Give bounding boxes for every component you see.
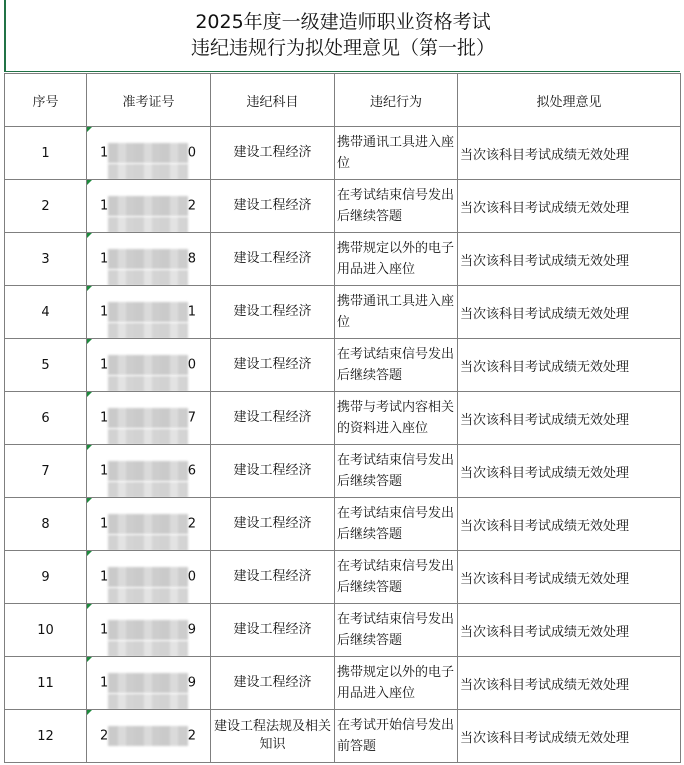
number-stored-as-text-indicator-icon: [87, 604, 92, 609]
redacted-digits-mosaic: [108, 408, 188, 428]
subject-cell[interactable]: 建设工程经济: [211, 392, 335, 445]
admission-ticket-cell[interactable]: [87, 604, 211, 657]
admission-ticket-cell[interactable]: [87, 233, 211, 286]
ticket-last-digit: 1: [187, 304, 196, 320]
header-behavior[interactable]: 违纪行为: [335, 74, 458, 127]
ticket-last-digit: 0: [187, 357, 196, 373]
admission-ticket-cell[interactable]: [87, 127, 211, 180]
subject-cell[interactable]: 建设工程经济: [211, 604, 335, 657]
table-row: [5, 127, 681, 180]
ticket-first-digit: 1: [100, 569, 109, 585]
number-stored-as-text-indicator-icon: [87, 233, 92, 238]
ticket-last-digit: 9: [187, 675, 196, 691]
redacted-digits-mosaic: [108, 514, 188, 534]
header-subject[interactable]: 违纪科目: [211, 74, 335, 127]
number-stored-as-text-indicator-icon: [87, 392, 92, 397]
subject-cell[interactable]: 建设工程经济: [211, 180, 335, 233]
behavior-cell[interactable]: 在考试结束信号发出后继续答题: [335, 180, 458, 233]
table-row: [5, 551, 681, 604]
admission-ticket-cell[interactable]: [87, 551, 211, 604]
table-row: [5, 233, 681, 286]
redacted-digits-mosaic: [108, 196, 188, 216]
subject-cell[interactable]: 建设工程经济: [211, 286, 335, 339]
redacted-digits-mosaic: [108, 535, 188, 551]
redacted-digits-mosaic: [108, 567, 188, 587]
number-stored-as-text-indicator-icon: [87, 498, 92, 503]
subject-cell[interactable]: 建设工程经济: [211, 233, 335, 286]
ticket-first-digit: 1: [100, 145, 109, 161]
header-serial-number[interactable]: 序号: [5, 74, 87, 127]
admission-ticket-cell[interactable]: [87, 445, 211, 498]
admission-ticket-cell[interactable]: [87, 710, 211, 763]
serial-number-cell[interactable]: 8: [5, 498, 87, 551]
serial-number-cell[interactable]: 9: [5, 551, 87, 604]
violations-table: [4, 73, 681, 763]
admission-ticket-cell[interactable]: [87, 180, 211, 233]
redacted-digits-mosaic: [108, 461, 188, 481]
redacted-digits-mosaic: [108, 588, 188, 604]
number-stored-as-text-indicator-icon: [87, 657, 92, 662]
subject-cell[interactable]: 建设工程经济: [211, 551, 335, 604]
subject-cell[interactable]: 建设工程经济: [211, 127, 335, 180]
serial-number-cell[interactable]: 6: [5, 392, 87, 445]
number-stored-as-text-indicator-icon: [87, 445, 92, 450]
opinion-cell[interactable]: 当次该科目考试成绩无效处理: [458, 233, 681, 286]
table-row: [5, 445, 681, 498]
ticket-last-digit: 0: [187, 569, 196, 585]
subject-cell[interactable]: 建设工程经济: [211, 445, 335, 498]
header-row: [5, 74, 681, 127]
table-row: [5, 657, 681, 710]
serial-number-cell[interactable]: 7: [5, 445, 87, 498]
behavior-cell[interactable]: 在考试结束信号发出后继续答题: [335, 604, 458, 657]
header-admission-ticket[interactable]: 准考证号: [87, 74, 211, 127]
redacted-digits-mosaic: [108, 482, 188, 498]
redacted-digits-mosaic: [108, 376, 188, 392]
redacted-digits-mosaic: [108, 302, 188, 322]
serial-number-cell[interactable]: 2: [5, 180, 87, 233]
behavior-cell[interactable]: 携带规定以外的电子用品进入座位: [335, 233, 458, 286]
table-row: [5, 286, 681, 339]
opinion-cell[interactable]: 当次该科目考试成绩无效处理: [458, 604, 681, 657]
opinion-cell[interactable]: 当次该科目考试成绩无效处理: [458, 498, 681, 551]
ticket-first-digit: 1: [100, 304, 109, 320]
behavior-cell[interactable]: 在考试结束信号发出后继续答题: [335, 445, 458, 498]
ticket-first-digit: 1: [100, 251, 109, 267]
table-row: [5, 339, 681, 392]
opinion-cell[interactable]: 当次该科目考试成绩无效处理: [458, 551, 681, 604]
behavior-cell[interactable]: 在考试结束信号发出后继续答题: [335, 339, 458, 392]
admission-ticket-cell[interactable]: [87, 498, 211, 551]
serial-number-cell[interactable]: 1: [5, 127, 87, 180]
ticket-first-digit: 1: [100, 198, 109, 214]
serial-number-cell[interactable]: 4: [5, 286, 87, 339]
opinion-cell[interactable]: 当次该科目考试成绩无效处理: [458, 657, 681, 710]
redacted-digits-mosaic: [108, 270, 188, 286]
opinion-cell[interactable]: 当次该科目考试成绩无效处理: [458, 710, 681, 763]
admission-ticket-cell[interactable]: [87, 657, 211, 710]
redacted-digits-mosaic: [108, 323, 188, 339]
opinion-cell[interactable]: 当次该科目考试成绩无效处理: [458, 392, 681, 445]
redacted-digits-mosaic: [108, 143, 188, 163]
redacted-digits-mosaic: [108, 249, 188, 269]
redacted-digits-mosaic: [108, 164, 188, 180]
table-row: [5, 180, 681, 233]
serial-number-cell[interactable]: 3: [5, 233, 87, 286]
ticket-first-digit: 1: [100, 622, 109, 638]
redacted-digits-mosaic: [108, 726, 188, 746]
ticket-first-digit: 1: [100, 410, 109, 426]
ticket-first-digit: 1: [100, 463, 109, 479]
ticket-last-digit: 9: [187, 622, 196, 638]
subject-cell[interactable]: 建设工程经济: [211, 498, 335, 551]
serial-number-cell[interactable]: 12: [5, 710, 87, 763]
behavior-cell[interactable]: 在考试开始信号发出前答题: [335, 710, 458, 763]
header-opinion[interactable]: 拟处理意见: [458, 74, 681, 127]
redacted-digits-mosaic: [108, 694, 188, 710]
behavior-cell[interactable]: 携带与考试内容相关的资料进入座位: [335, 392, 458, 445]
title-line-2: 违纪违规行为拟处理意见（第一批）: [190, 37, 495, 59]
opinion-cell[interactable]: 当次该科目考试成绩无效处理: [458, 127, 681, 180]
table-row: [5, 710, 681, 763]
number-stored-as-text-indicator-icon: [87, 339, 92, 344]
title-cell[interactable]: [4, 0, 680, 72]
number-stored-as-text-indicator-icon: [87, 286, 92, 291]
ticket-last-digit: 6: [187, 463, 196, 479]
ticket-last-digit: 8: [187, 251, 196, 267]
behavior-cell[interactable]: 在考试结束信号发出后继续答题: [335, 551, 458, 604]
ticket-first-digit: 1: [100, 675, 109, 691]
behavior-cell[interactable]: 在考试结束信号发出后继续答题: [335, 498, 458, 551]
behavior-cell[interactable]: 携带通讯工具进入座位: [335, 127, 458, 180]
redacted-digits-mosaic: [108, 355, 188, 375]
ticket-last-digit: 0: [187, 145, 196, 161]
subject-cell[interactable]: 建设工程法规及相关知识: [211, 710, 335, 763]
ticket-first-digit: 1: [100, 516, 109, 532]
ticket-last-digit: 7: [187, 410, 196, 426]
serial-number-cell[interactable]: 10: [5, 604, 87, 657]
admission-ticket-cell[interactable]: [87, 339, 211, 392]
ticket-first-digit: 2: [100, 728, 109, 744]
redacted-digits-mosaic: [108, 217, 188, 233]
ticket-last-digit: 2: [187, 516, 196, 532]
number-stored-as-text-indicator-icon: [87, 710, 92, 715]
behavior-cell[interactable]: 携带通讯工具进入座位: [335, 286, 458, 339]
subject-cell[interactable]: 建设工程经济: [211, 339, 335, 392]
ticket-last-digit: 2: [187, 198, 196, 214]
number-stored-as-text-indicator-icon: [87, 551, 92, 556]
admission-ticket-cell[interactable]: [87, 392, 211, 445]
serial-number-cell[interactable]: 5: [5, 339, 87, 392]
table-body: [5, 127, 681, 763]
title-line-1: 2025年度一级建造师职业资格考试: [195, 11, 491, 33]
table-row: [5, 604, 681, 657]
number-stored-as-text-indicator-icon: [87, 180, 92, 185]
redacted-digits-mosaic: [108, 673, 188, 693]
opinion-cell[interactable]: 当次该科目考试成绩无效处理: [458, 445, 681, 498]
table-row: [5, 392, 681, 445]
admission-ticket-cell[interactable]: [87, 286, 211, 339]
subject-cell[interactable]: 建设工程经济: [211, 657, 335, 710]
opinion-cell[interactable]: 当次该科目考试成绩无效处理: [458, 339, 681, 392]
number-stored-as-text-indicator-icon: [87, 127, 92, 132]
table-row: [5, 498, 681, 551]
ticket-last-digit: 2: [187, 728, 196, 744]
opinion-cell[interactable]: 当次该科目考试成绩无效处理: [458, 286, 681, 339]
redacted-digits-mosaic: [108, 429, 188, 445]
redacted-digits-mosaic: [108, 620, 188, 640]
redacted-digits-mosaic: [108, 641, 188, 657]
behavior-cell[interactable]: 携带规定以外的电子用品进入座位: [335, 657, 458, 710]
opinion-cell[interactable]: 当次该科目考试成绩无效处理: [458, 180, 681, 233]
ticket-first-digit: 1: [100, 357, 109, 373]
serial-number-cell[interactable]: 11: [5, 657, 87, 710]
